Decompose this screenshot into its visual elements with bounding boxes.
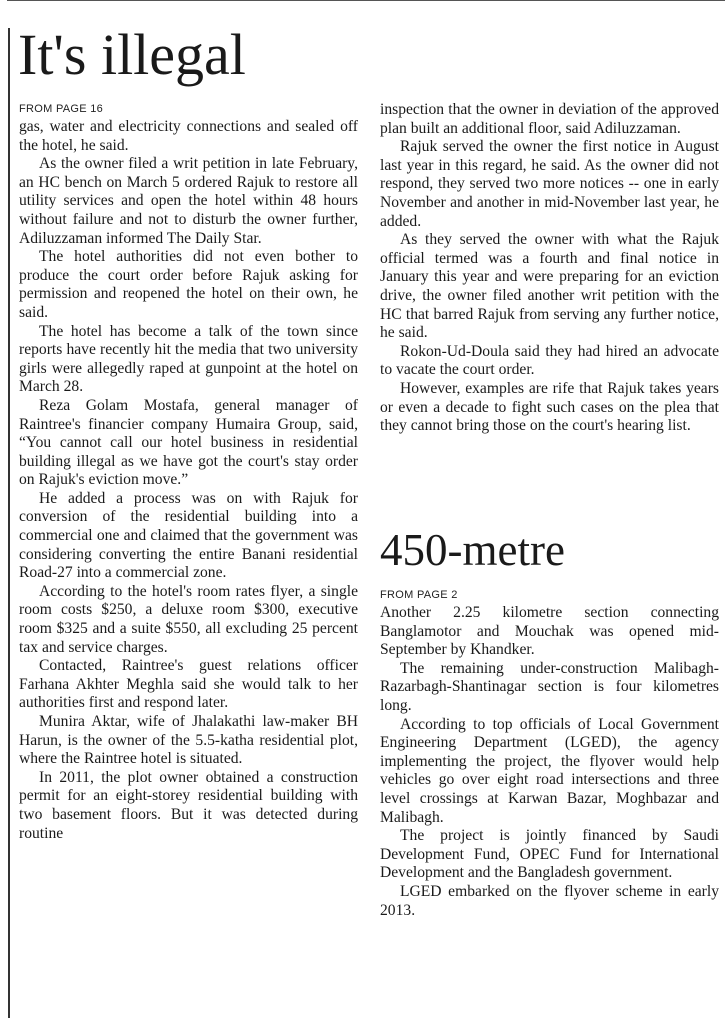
story1-paragraph: As the owner filed a writ petition in late February, an HC bench on March 5 ordered Rajuk to restore all utility services and open the hotel within 48 hours without failure and not to disturb the owner further, Adiluzzaman informed The Daily Star. — [19, 155, 358, 247]
column-rule — [8, 28, 10, 1018]
story1-column-right — [380, 101, 719, 436]
story2-paragraph: According to top officials of Local Government Engineering Department (LGED), the agency implementing the project, the flyover would help vehicles go over eight road intersections and three level crossings at Karwan Bazar, Moghbazar and Malibagh. — [380, 715, 719, 826]
story2-column — [380, 604, 719, 920]
story2-jump-label: FROM PAGE 2 — [380, 589, 458, 601]
story2-paragraph: The remaining under-construction Malibagh-Razarbagh-Shantinagar section is four kilometres long. — [380, 659, 719, 714]
story1-paragraph: Contacted, Raintree's guest relations officer Farhana Akhter Meghla said she would talk to her authorities first and respond later. — [19, 657, 358, 712]
page-top-rule — [7, 0, 725, 1]
story1-paragraph: Rajuk served the owner the first notice in August last year in this regard, he said. As the owner did not respond, they served two more notices -- one in early November and another in mid-November last year, he added. — [380, 138, 719, 230]
story1-paragraph: Reza Golam Mostafa, general manager of Raintree's financier company Humaira Group, said, “You cannot call our hotel business in residential building illegal as we have got the court's stay order on Rajuk's eviction move.” — [19, 396, 358, 489]
story1-paragraph: The hotel authorities did not even bother to produce the court order before Rajuk asking for permission and reopened the hotel on their own, he said. — [19, 248, 358, 321]
story2-paragraph: The project is jointly financed by Saudi Development Fund, OPEC Fund for International Development and the Bangladesh government. — [380, 827, 719, 882]
story1-paragraph: He added a process was on with Rajuk for conversion of the residential building into a commercial one and claimed that the government was considering converting the entire Banani residential Road-27 into a commercial zone. — [19, 489, 358, 582]
story2-headline: 450-metre — [380, 525, 565, 575]
story1-paragraph: inspection that the owner in deviation of the approved plan built an additional floor, said Adiluzzaman. — [380, 101, 719, 137]
story2-paragraph: LGED embarked on the flyover scheme in early 2013. — [380, 882, 719, 919]
story1-paragraph: Munira Aktar, wife of Jhalakathi law-maker BH Harun, is the owner of the 5.5-katha residential plot, where the Raintree hotel is situated. — [19, 713, 358, 768]
story1-paragraph: However, examples are rife that Rajuk takes years or even a decade to fight such cases on the plea that they cannot bring those on the court's hearing list. — [380, 379, 719, 435]
story1-paragraph: In 2011, the plot owner obtained a construction permit for an eight-storey residential building with two basement floors. But it was detected during routine — [19, 768, 358, 842]
story1-paragraph: Rokon-Ud-Doula said they had hired an advocate to vacate the court order. — [380, 342, 719, 379]
story1-paragraph: gas, water and electricity connections and sealed off the hotel, he said. — [19, 118, 358, 154]
story1-paragraph: According to the hotel's room rates flyer, a single room costs $250, a deluxe room $300, executive room $325 and a suite $550, all excluding 25 percent tax and service charges. — [19, 582, 358, 656]
story1-jump-label: FROM PAGE 16 — [19, 103, 104, 115]
story1-column-left — [19, 118, 358, 843]
story1-paragraph: As they served the owner with what the Rajuk official termed was a fourth and final notice in January this year and were preparing for an eviction drive, the owner filed another writ petition with the HC that barred Rajuk from serving any further notice, he said. — [380, 231, 719, 342]
story2-paragraph: Another 2.25 kilometre section connecting Banglamotor and Mouchak was opened mid-September by Khandker. — [380, 604, 719, 659]
story1-paragraph: The hotel has become a talk of the town since reports have recently hit the media that two university girls were allegedly raped at gunpoint at the hotel on March 28. — [19, 322, 358, 396]
story1-headline: It's illegal — [18, 22, 246, 87]
